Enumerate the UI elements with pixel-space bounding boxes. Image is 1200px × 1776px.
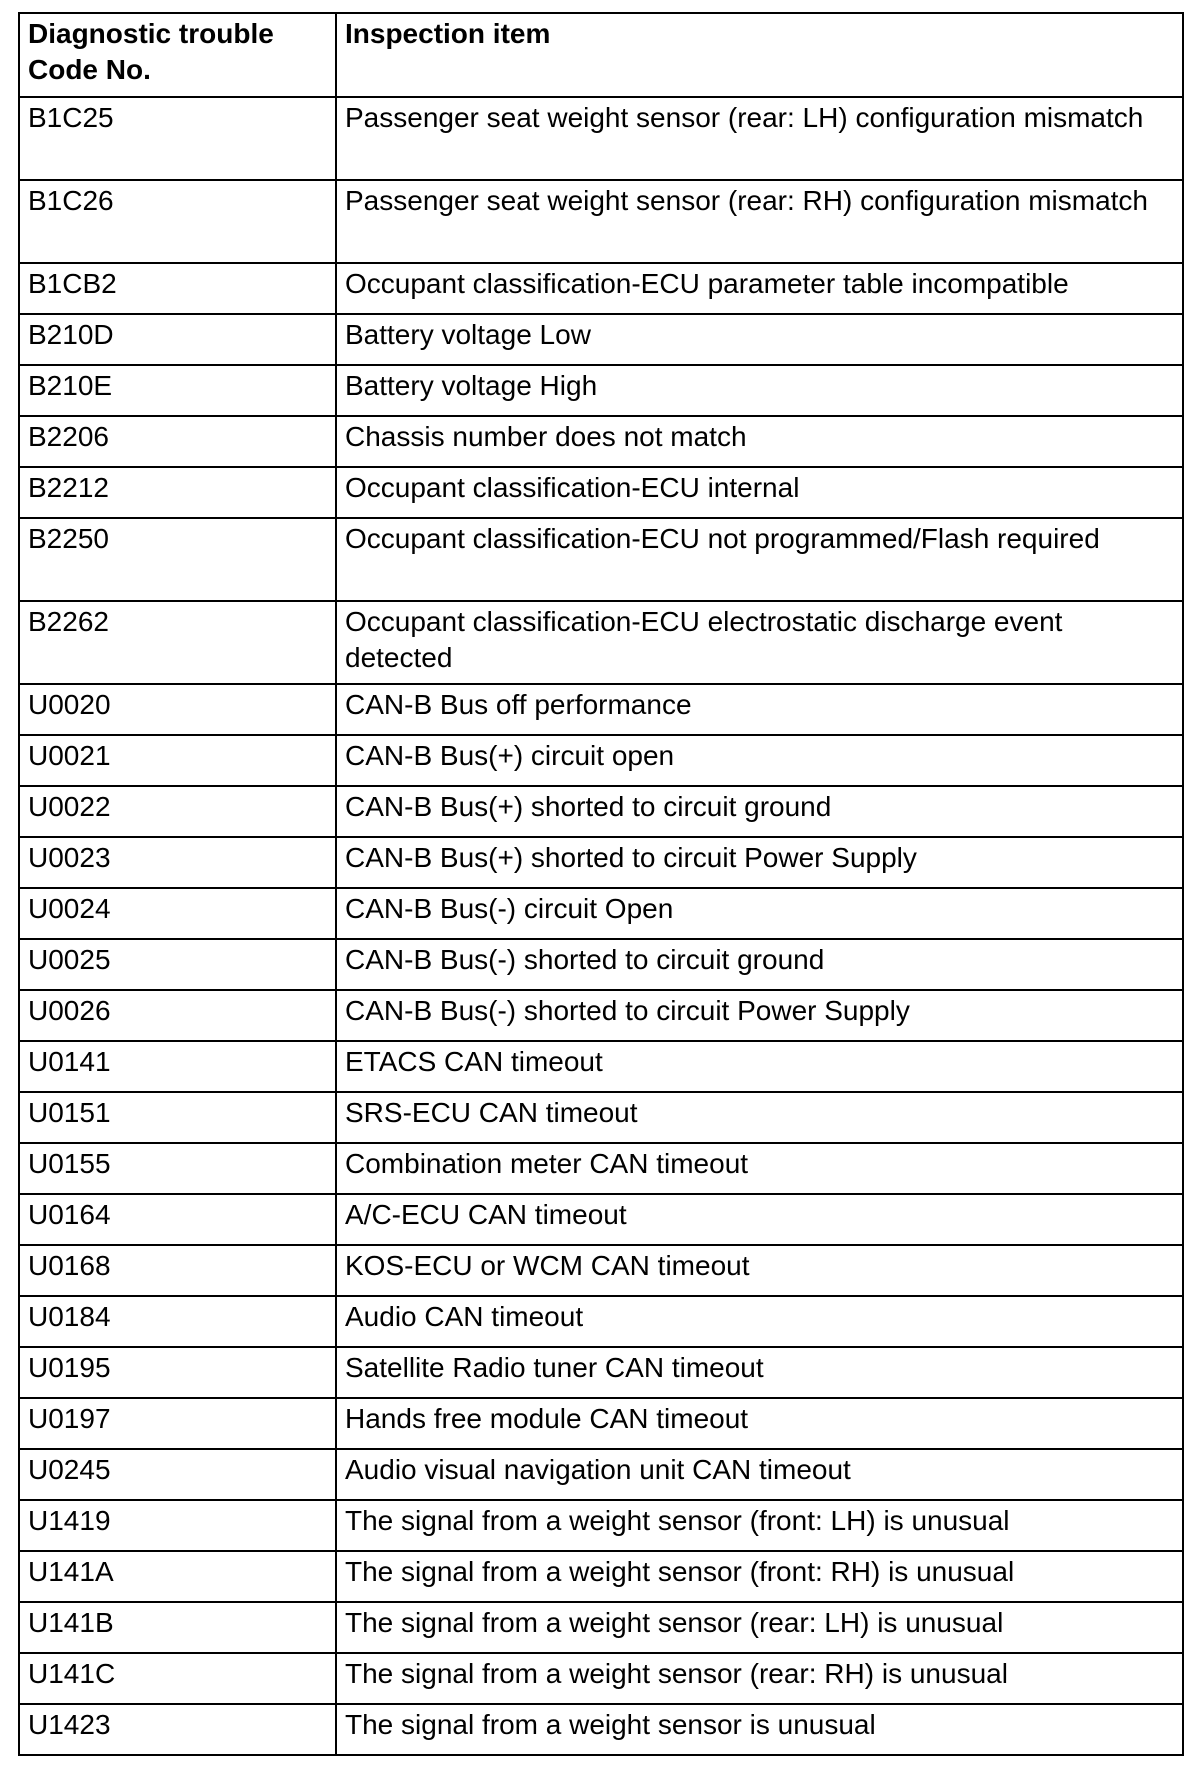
inspection-item-cell: Occupant classification-ECU internal — [336, 467, 1183, 518]
dtc-code-cell: U0245 — [19, 1449, 336, 1500]
dtc-code-cell: U0151 — [19, 1092, 336, 1143]
dtc-code-cell: U0168 — [19, 1245, 336, 1296]
inspection-item-cell: CAN-B Bus off performance — [336, 684, 1183, 735]
dtc-table — [18, 12, 1184, 1756]
inspection-item-cell: CAN-B Bus(+) circuit open — [336, 735, 1183, 786]
inspection-item-cell: The signal from a weight sensor (rear: RH) is unusual — [336, 1653, 1183, 1704]
dtc-code-cell: B210D — [19, 314, 336, 365]
dtc-code-cell: U0026 — [19, 990, 336, 1041]
dtc-code-cell: U0164 — [19, 1194, 336, 1245]
dtc-code-cell: U0195 — [19, 1347, 336, 1398]
dtc-code-cell: U0021 — [19, 735, 336, 786]
dtc-code-cell: U141B — [19, 1602, 336, 1653]
table-row — [19, 1500, 1183, 1551]
dtc-code-cell: B1C25 — [19, 97, 336, 180]
inspection-item-cell: Occupant classification-ECU parameter table incompatible — [336, 263, 1183, 314]
table-row — [19, 888, 1183, 939]
table-row — [19, 1347, 1183, 1398]
table-row — [19, 416, 1183, 467]
dtc-code-cell: U1423 — [19, 1704, 336, 1755]
dtc-code-cell: U0020 — [19, 684, 336, 735]
inspection-item-cell: Occupant classification-ECU electrostatic discharge event detected — [336, 601, 1183, 684]
inspection-item-cell: Audio CAN timeout — [336, 1296, 1183, 1347]
inspection-item-cell: Combination meter CAN timeout — [336, 1143, 1183, 1194]
dtc-code-cell: U1419 — [19, 1500, 336, 1551]
inspection-item-cell: Passenger seat weight sensor (rear: RH) configuration mismatch — [336, 180, 1183, 263]
table-header-row — [19, 13, 1183, 97]
inspection-item-cell: Audio visual navigation unit CAN timeout — [336, 1449, 1183, 1500]
dtc-code-cell: B1C26 — [19, 180, 336, 263]
table-row — [19, 1449, 1183, 1500]
table-row — [19, 684, 1183, 735]
inspection-item-cell: A/C-ECU CAN timeout — [336, 1194, 1183, 1245]
table-row — [19, 1398, 1183, 1449]
table-row — [19, 467, 1183, 518]
inspection-item-cell: Battery voltage High — [336, 365, 1183, 416]
inspection-item-cell: CAN-B Bus(-) shorted to circuit ground — [336, 939, 1183, 990]
inspection-item-cell: Occupant classification-ECU not programmed/Flash required — [336, 518, 1183, 601]
table-row — [19, 1602, 1183, 1653]
dtc-code-cell: B1CB2 — [19, 263, 336, 314]
inspection-item-cell: Passenger seat weight sensor (rear: LH) configuration mismatch — [336, 97, 1183, 180]
table-row — [19, 97, 1183, 180]
inspection-item-cell: Battery voltage Low — [336, 314, 1183, 365]
table-row — [19, 786, 1183, 837]
inspection-item-cell: Satellite Radio tuner CAN timeout — [336, 1347, 1183, 1398]
inspection-item-cell: Chassis number does not match — [336, 416, 1183, 467]
dtc-code-cell: U141A — [19, 1551, 336, 1602]
table-row — [19, 180, 1183, 263]
dtc-code-cell: U0141 — [19, 1041, 336, 1092]
dtc-code-cell: U0023 — [19, 837, 336, 888]
table-row — [19, 1092, 1183, 1143]
table-row — [19, 837, 1183, 888]
table-row — [19, 314, 1183, 365]
dtc-code-cell: U0022 — [19, 786, 336, 837]
inspection-item-cell: The signal from a weight sensor is unusual — [336, 1704, 1183, 1755]
inspection-item-cell: SRS-ECU CAN timeout — [336, 1092, 1183, 1143]
dtc-code-cell: B2250 — [19, 518, 336, 601]
dtc-code-cell: U0024 — [19, 888, 336, 939]
table-row — [19, 263, 1183, 314]
dtc-code-cell: B210E — [19, 365, 336, 416]
inspection-item-cell: The signal from a weight sensor (front: RH) is unusual — [336, 1551, 1183, 1602]
header-code: Diagnostic trouble Code No. — [19, 13, 336, 97]
inspection-item-cell: Hands free module CAN timeout — [336, 1398, 1183, 1449]
table-row — [19, 601, 1183, 684]
table-row — [19, 1143, 1183, 1194]
table-row — [19, 939, 1183, 990]
table-row — [19, 735, 1183, 786]
inspection-item-cell: CAN-B Bus(+) shorted to circuit Power Supply — [336, 837, 1183, 888]
inspection-item-cell: The signal from a weight sensor (front: LH) is unusual — [336, 1500, 1183, 1551]
dtc-code-cell: U0197 — [19, 1398, 336, 1449]
dtc-code-cell: U0025 — [19, 939, 336, 990]
table-row — [19, 1041, 1183, 1092]
inspection-item-cell: KOS-ECU or WCM CAN timeout — [336, 1245, 1183, 1296]
inspection-item-cell: ETACS CAN timeout — [336, 1041, 1183, 1092]
dtc-code-cell: U0184 — [19, 1296, 336, 1347]
table-row — [19, 1653, 1183, 1704]
inspection-item-cell: CAN-B Bus(+) shorted to circuit ground — [336, 786, 1183, 837]
table-row — [19, 1245, 1183, 1296]
table-row — [19, 1194, 1183, 1245]
table-row — [19, 1296, 1183, 1347]
header-item: Inspection item — [336, 13, 1183, 97]
dtc-code-cell: B2212 — [19, 467, 336, 518]
table-row — [19, 365, 1183, 416]
inspection-item-cell: The signal from a weight sensor (rear: LH) is unusual — [336, 1602, 1183, 1653]
dtc-code-cell: B2206 — [19, 416, 336, 467]
table-row — [19, 1704, 1183, 1755]
dtc-code-cell: U0155 — [19, 1143, 336, 1194]
inspection-item-cell: CAN-B Bus(-) circuit Open — [336, 888, 1183, 939]
table-row — [19, 518, 1183, 601]
table-row — [19, 1551, 1183, 1602]
dtc-code-cell: U141C — [19, 1653, 336, 1704]
table-row — [19, 990, 1183, 1041]
inspection-item-cell: CAN-B Bus(-) shorted to circuit Power Supply — [336, 990, 1183, 1041]
dtc-code-cell: B2262 — [19, 601, 336, 684]
